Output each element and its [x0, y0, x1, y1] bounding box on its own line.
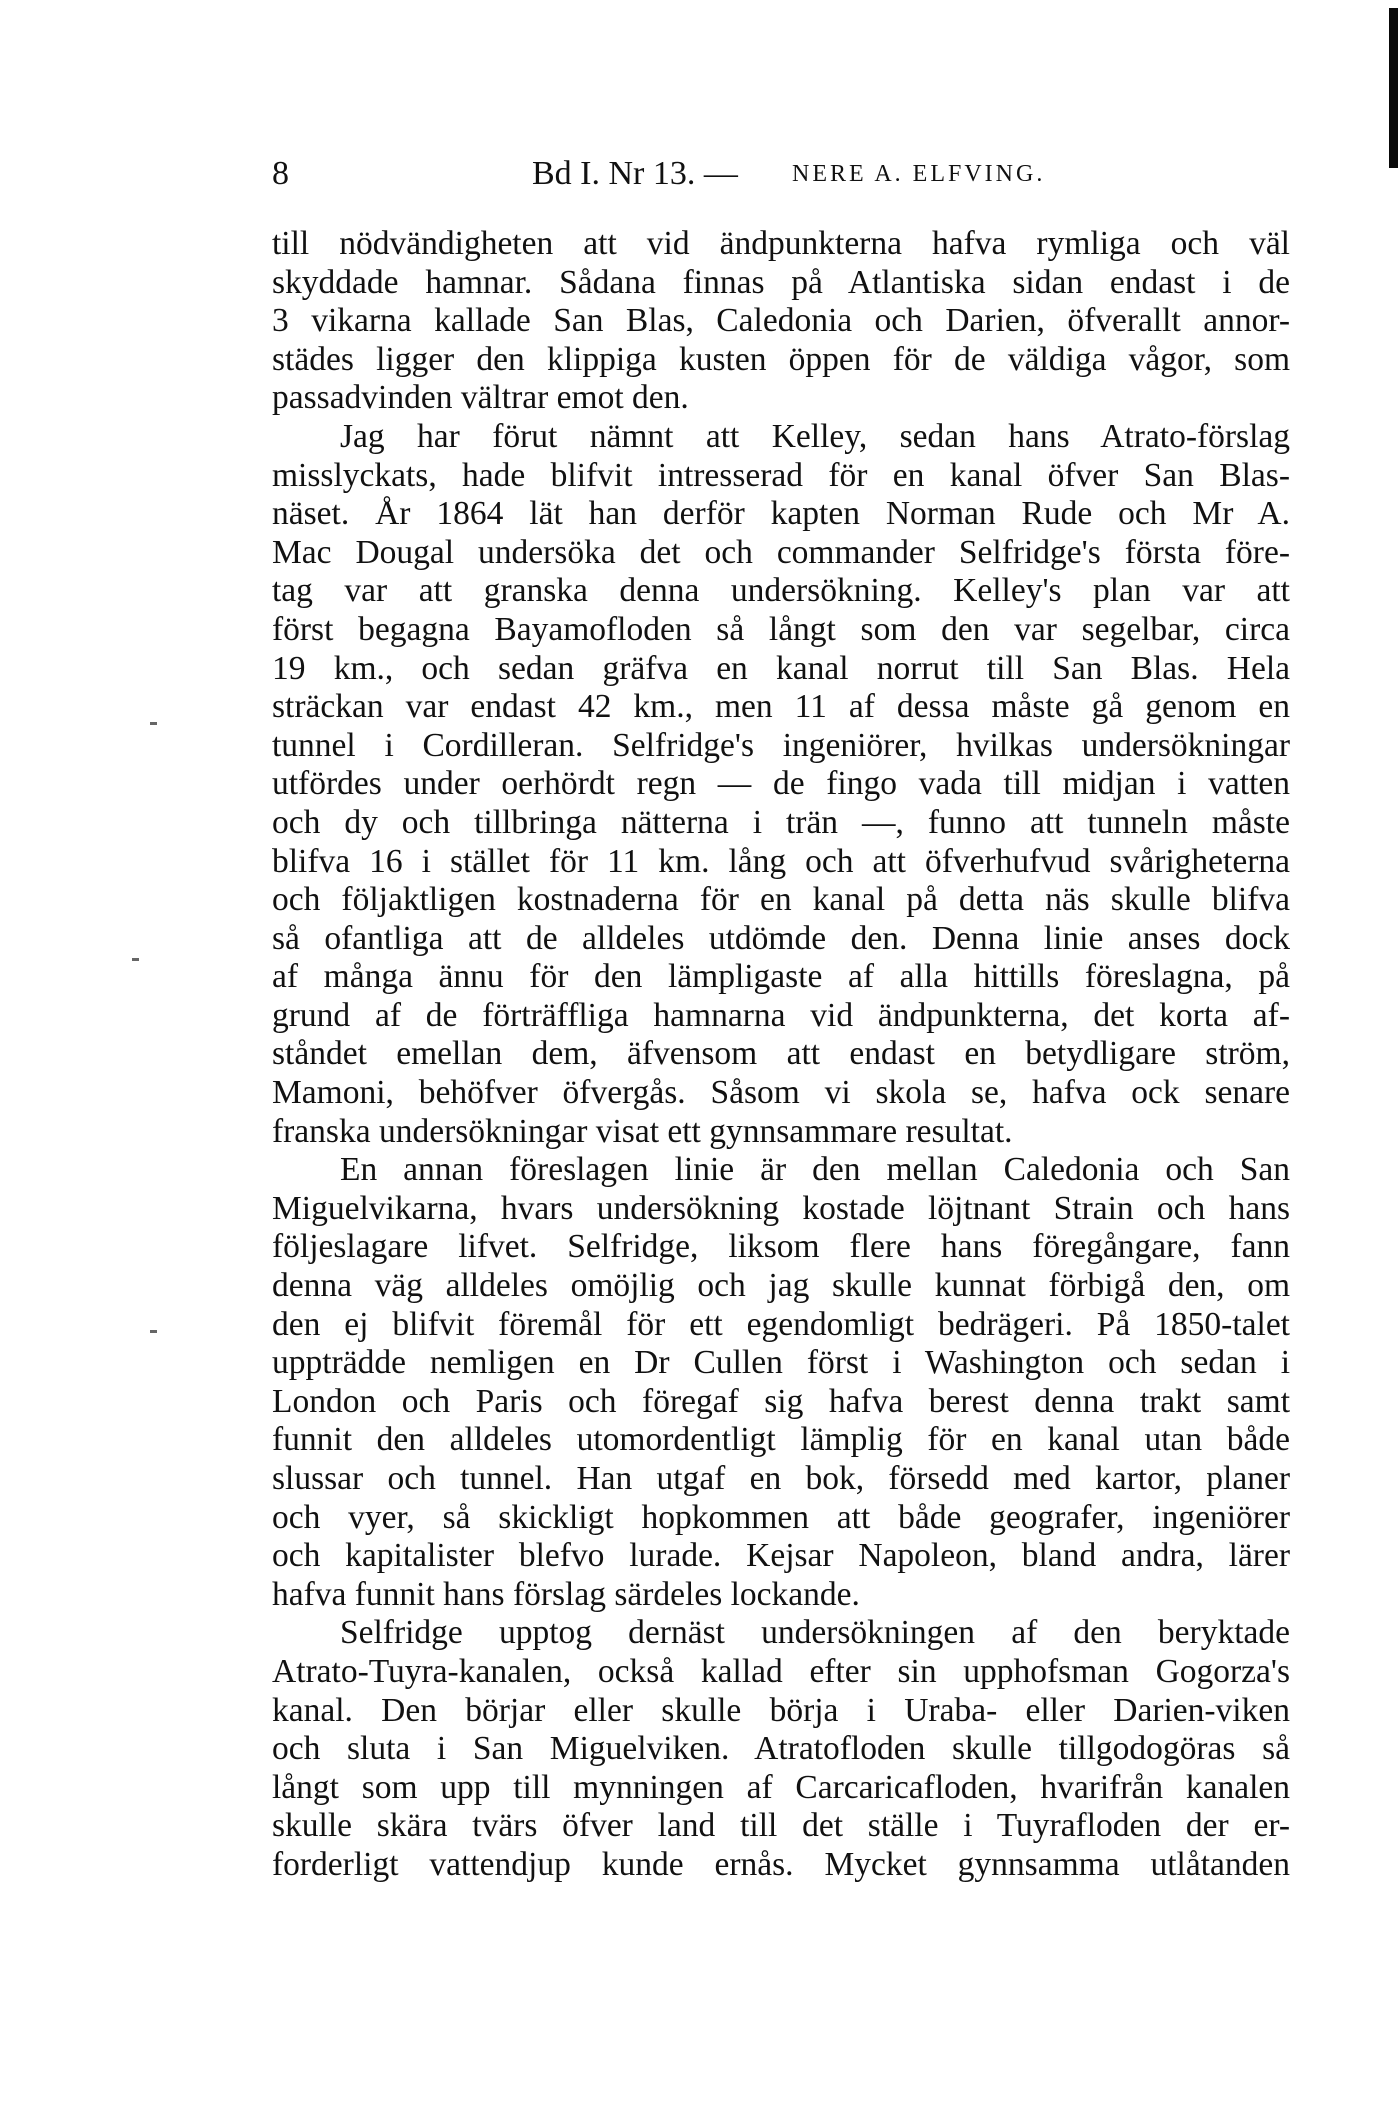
text-line: passadvinden vältrar emot den. [272, 379, 689, 417]
text-line: skyddade hamnar. Sådana finnas på Atlantiska sidan endast i de [272, 263, 1290, 301]
text-line: kanal. Den börjar eller skulle börja i Uraba- eller Darien-viken [272, 1691, 1290, 1729]
text-line: grund af de förträffliga hamnarna vid ändpunkterna, det korta af- [272, 996, 1290, 1034]
text-line: hafva funnit hans förslag särdeles lockande. [272, 1575, 860, 1613]
text-line: franska undersökningar visat ett gynnsammare resultat. [272, 1112, 1013, 1150]
text-line: och dy och tillbringa nätterna i trän —, funno att tunneln måste [272, 803, 1290, 841]
text-line: långt som upp till mynningen af Carcaricafloden, hvarifrån kanalen [272, 1768, 1290, 1806]
author-name: NERE A. ELFVING. [792, 161, 1046, 187]
text-line: och vyer, så skickligt hopkommen att både geografer, ingeniörer [272, 1498, 1290, 1536]
text-line: den ej blifvit föremål för ett egendomligt bedrägeri. På 1850-talet [272, 1305, 1290, 1343]
text-line: näset. År 1864 lät han derför kapten Norman Rude och Mr A. [272, 495, 1290, 533]
text-line: och kapitalister blefvo lurade. Kejsar Napoleon, bland andra, lärer [272, 1537, 1290, 1575]
text-line: skulle skära tvärs öfver land till det ställe i Tuyrafloden der er- [272, 1807, 1290, 1845]
text-line: 19 km., och sedan gräfva en kanal norrut till San Blas. Hela [272, 649, 1290, 687]
text-line: London och Paris och föregaf sig hafva berest denna trakt samt [272, 1382, 1290, 1420]
text-line: Miguelvikarna, hvars undersökning kostade löjtnant Strain och hans [272, 1189, 1290, 1227]
text-line: först begagna Bayamofloden så långt som den var segelbar, circa [272, 610, 1290, 648]
page-number: 8 [272, 155, 289, 192]
text-line: städes ligger den klippiga kusten öppen för de väldiga vågor, som [272, 340, 1290, 378]
text-line: så ofantliga att de alldeles utdömde den. Denna linie anses dock [272, 919, 1290, 957]
text-line: forderligt vattendjup kunde ernås. Mycket gynnsamma utlåtanden [272, 1845, 1290, 1883]
margin-mark [150, 722, 157, 725]
text-line: och följaktligen kostnaderna för en kanal på detta näs skulle blifva [272, 881, 1290, 919]
margin-mark [132, 958, 139, 961]
margin-mark [150, 1330, 157, 1333]
text-line: misslyckats, hade blifvit intresserad för en kanal öfver San Blas- [272, 456, 1290, 494]
text-line: Mac Dougal undersöka det och commander Selfridge's första före- [272, 533, 1290, 571]
text-line: af många ännu för den lämpligaste af alla hittills föreslagna, på [272, 958, 1290, 996]
text-line: följeslagare lifvet. Selfridge, liksom flere hans föregångare, fann [272, 1228, 1290, 1266]
text-line: och sluta i San Miguelviken. Atratofloden skulle tillgodogöras så [272, 1730, 1290, 1768]
text-line: tunnel i Cordilleran. Selfridge's ingeniörer, hvilkas undersökningar [272, 726, 1290, 764]
text-line: denna väg alldeles omöjlig och jag skulle kunnat förbigå den, om [272, 1267, 1290, 1305]
scan-edge-shadow [1389, 8, 1398, 168]
text-line: Jag har förut nämnt att Kelley, sedan hans Atrato-förslag [340, 417, 1290, 455]
text-line: blifva 16 i stället för 11 km. lång och att öfverhufvud svårigheterna [272, 842, 1290, 880]
text-line: funnit den alldeles utomordentligt lämplig för en kanal utan både [272, 1421, 1290, 1459]
body-text [272, 225, 1290, 1885]
text-line: tag var att granska denna undersökning. Kelley's plan var att [272, 572, 1290, 610]
text-line: Atrato-Tuyra-kanalen, också kallad efter sin upphofsman Gogorza's [272, 1652, 1290, 1690]
text-line: ståndet emellan dem, äfvensom att endast en betydligare ström, [272, 1035, 1290, 1073]
text-line: utfördes under oerhördt regn — de fingo vada till midjan i vatten [272, 765, 1290, 803]
text-line: Mamoni, behöfver öfvergås. Såsom vi skola se, hafva ock senare [272, 1074, 1290, 1112]
text-line: slussar och tunnel. Han utgaf en bok, försedd med kartor, planer [272, 1460, 1290, 1497]
text-line: En annan föreslagen linie är den mellan Caledonia och San [340, 1151, 1290, 1189]
running-header [272, 155, 1302, 201]
journal-reference: Bd I. Nr 13. — [532, 155, 738, 192]
text-line: 3 vikarna kallade San Blas, Caledonia och Darien, öfverallt annor- [272, 302, 1290, 340]
text-line: uppträdde nemligen en Dr Cullen först i Washington och sedan i [272, 1344, 1290, 1382]
text-line: till nödvändigheten att vid ändpunkterna hafva rymliga och väl [272, 225, 1290, 262]
text-line: Selfridge upptog dernäst undersökningen af den beryktade [340, 1614, 1290, 1652]
text-line: sträckan var endast 42 km., men 11 af dessa måste gå genom en [272, 688, 1290, 726]
